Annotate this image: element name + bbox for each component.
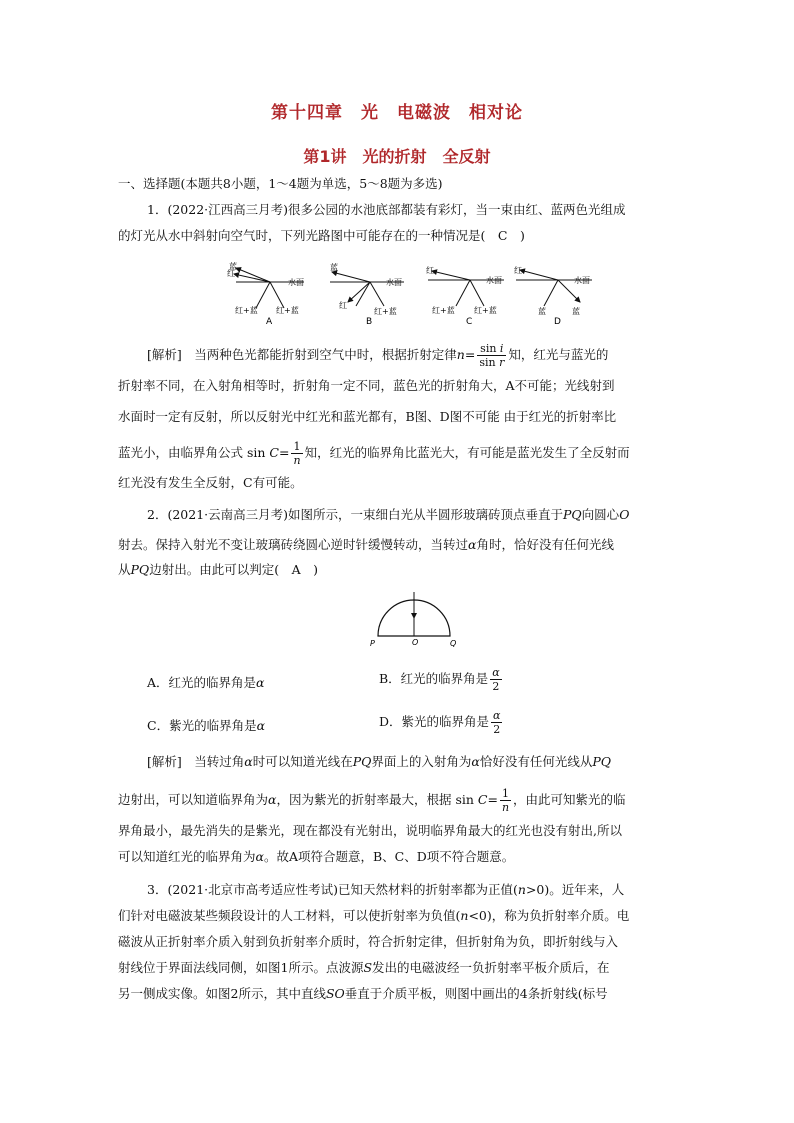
q2-expl-line2: 边射出，可以知道临界角为α，因为紫光的折射率最大，根据 sin C= $\frac{1}{n}$ ，由此可知紫光的临 [118,787,626,814]
label-a: A [266,317,273,327]
q2-expl-line1: [解析] 当转过角α时可以知道光线在PQ界面上的入射角为α恰好没有任何光线从PQ [147,754,612,769]
svg-text:水面: 水面 [386,278,402,287]
q2-semicircle-diagram [368,588,460,650]
q1-expl-line2: 折射率不同，在入射角相等时，折射角一定不同，蓝色光的折射角大，A不可能；光线射到 [118,378,615,393]
label-q: Q [450,639,457,648]
q3-line1: 3．(2021·北京市高考适应性考试)已知天然材料的折射率都为正值(n>0)。近年来，人 [147,882,625,897]
q2-option-c[interactable]: C．紫光的临界角是α [147,718,266,733]
q2-line1: 2．(2021·云南高三月考)如图所示，一束细白光从半圆形玻璃砖顶点垂直于PQ向圆心O [147,507,630,522]
svg-text:D: D [554,317,561,327]
lecture-title: 第1讲 光的折射 全反射 [303,147,491,166]
q3-line3: 磁波从正折射率介质入射到负折射率介质时，符合折射定律，但折射角为负，即折射线与入 [118,934,619,949]
svg-text:红+蓝: 红+蓝 [374,307,397,316]
red-ray [234,274,270,282]
svg-text:水面: 水面 [486,276,502,285]
q3-line5: 另一侧成实像。如图2所示，其中直线SO垂直于介质平板，则图中画出的4条折射线(标号 [118,986,608,1001]
q2-line2: 射去。保持入射光不变让玻璃砖绕圆心逆时针缓慢转动，当转过α角时，恰好没有任何光线 [118,537,614,552]
diagram-a [227,262,304,327]
svg-text:蓝: 蓝 [330,263,338,272]
svg-text:B: B [366,317,373,327]
label-blue: 蓝 [229,262,237,271]
q2-expl-line3: 界角最小，最先消失的是紫光，现在都没有光射出，说明临界角最大的红光也没有射出,所以 [118,823,622,838]
chapter-title: 第十四章 光 电磁波 相对论 [271,103,523,123]
q1-ray-diagrams [220,262,600,328]
label-mixed: 红+蓝 [235,306,258,315]
section-heading: 一、选择题(本题共8小题，1～4题为单选，5～8题为多选) [118,176,443,191]
q3-line4: 射线位于界面法线同侧，如图1所示。点波源S发出的电磁波经一负折射率平板介质后，在 [118,960,610,975]
label-p: P [370,639,375,648]
q2-option-d[interactable]: D．紫光的临界角是 $\frac{\alpha}{2}$ [379,709,501,736]
svg-text:红: 红 [339,301,347,310]
svg-text:水面: 水面 [574,276,590,285]
q1-expl-line4: 蓝光小，由临界角公式 sin C= $\frac{1}{n}$ 知，红光的临界角比蓝光大，有可能是蓝光发生了全反射而 [118,440,630,467]
label-mixed: 红+蓝 [276,306,299,315]
q1-line1: 1．(2022·江西高三月考)很多公园的水池底部都装有彩灯，当一束由红、蓝两色光组成 [147,202,626,217]
diagram-c [426,265,504,327]
q2-line3: 从PQ边射出。由此可以判定( A ) [118,562,318,577]
reflected-ray [270,282,284,308]
q1-expl-line5: 红光没有发生全反射，C有可能。 [118,475,303,490]
label-o: O [412,638,419,647]
q2-option-a[interactable]: A．红光的临界角是α [147,675,265,690]
svg-text:蓝: 蓝 [572,307,580,316]
label-red: 红 [227,269,235,278]
q2-expl-line4: 可以知道红光的临界角为α。故A项符合题意，B、C、D项不符合题意。 [118,849,515,864]
svg-text:红: 红 [514,266,522,275]
q3-line2: 们针对电磁波某些频段设计的人工材料，可以使折射率为负值(n<0)，称为负折射率介质。电 [118,908,630,923]
incident-ray [256,282,270,308]
label-water: 水面 [288,278,304,287]
blue-ray [236,268,270,282]
svg-text:红+蓝: 红+蓝 [474,306,497,315]
q1-expl-line1: [解析] 当两种色光都能折射到空气中时，根据折射定律n= $\frac{\text{sin i}}{\text{sin r}}$ 知，红光与蓝光的 [147,342,609,369]
svg-text:红+蓝: 红+蓝 [432,306,455,315]
q1-line2: 的灯光从水中斜射向空气时，下列光路图中可能存在的一种情况是( C ) [118,228,525,243]
diagram-b [330,262,404,327]
svg-text:蓝: 蓝 [538,307,546,316]
q2-option-b[interactable]: B．红光的临界角是 $\frac{\alpha}{2}$ [379,666,500,693]
svg-text:C: C [466,317,473,327]
svg-text:红: 红 [426,266,434,275]
refraction-fraction: $\frac{\text{sin i}}{\text{sin r}}$ [479,342,505,369]
diagram-d [514,265,592,327]
q1-expl-line3: 水面时一定有反射，所以反射光中红光和蓝光都有，B图、D图不可能 由于红光的折射率比 [118,409,617,424]
